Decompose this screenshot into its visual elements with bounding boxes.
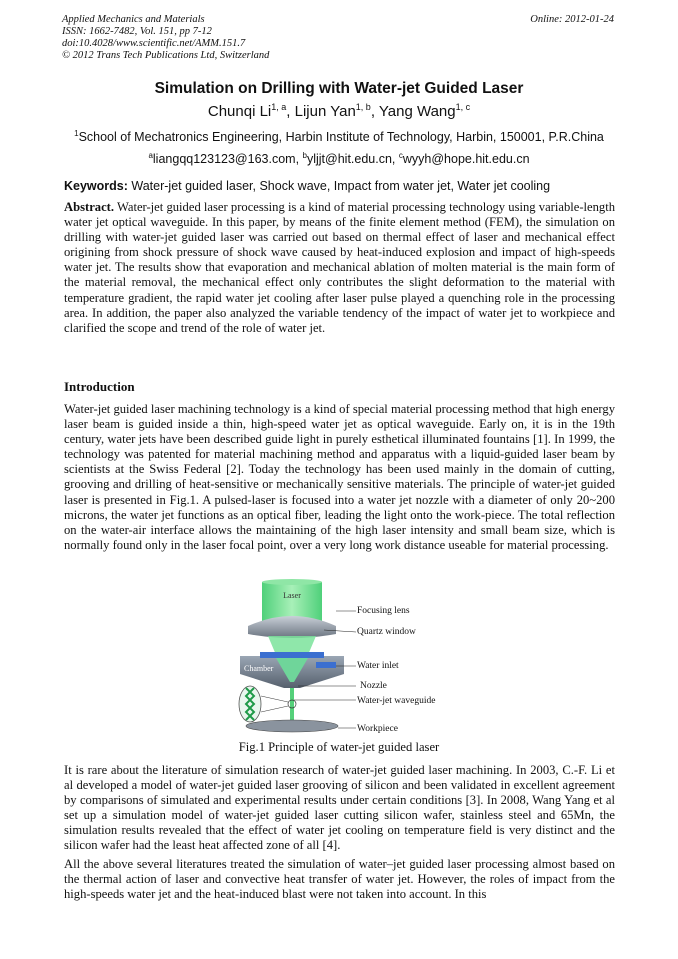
email-link[interactable]: wyyh@hope.hit.edu.cn [402,152,530,167]
author-sup: 1, c [455,102,471,112]
author-name: Chunqi Li [207,103,272,120]
workpiece-label: Workpiece [357,724,398,734]
quartz-window-label: Quartz window [357,627,416,637]
email-sup: c [398,151,403,160]
intro-paragraph-3: All the above several literatures treated the simulation of water–jet guided laser processing almost based on the thermal action of laser and convective heat transfer of water jet. However, the roles of impact from the high-speeds water jet and the heat-induced blast were not taken into account. In this [64,857,615,902]
abstract [64,200,615,336]
author-sup: 1, b [355,102,371,112]
intro-paragraph-2: It is rare about the literature of simulation research of water-jet guided laser machining. In 2003, C.-F. Li et al developed a model of water-jet guided laser grooving of silicon and been validated in excellent agreement by comparisons of simulated and experimental results under certain conditions [3]. In 2008, Wang Yang et al set up a simulation model of water-jet guided laser cutting silicon wafer, stainless steel and 65Mn, the simulation results revealed that the effect of water jet cooling on temperature field is very distinct and the silicon wafer had the least heat affected zone of all [4]. [64,763,615,853]
workpiece [246,720,338,732]
water-inlet [316,662,336,668]
affiliation [0,129,678,144]
issn-line: ISSN: 1662-7482, Vol. 151, pp 7-12 [62,26,212,37]
abstract-text: Water-jet guided laser processing is a kind of material processing technology using variable-length water jet optical waveguide. In this paper, by means of the finite element method (FEM), the simulation on drilling with water-jet guided laser was carried out based on thermal effect of laser and mechanical effect origining from shock pressure of shock wave caused by heat-induced explosion and impact of high-speeds water jet. The results show that evaporation and mechanical ablation of molten material is the main form of the material removal, the mechanical effect only contributes the slight deformation to the material with temperature gradient, the rapid water jet cooling after laser pulse played a quenching role in the processing area. In addition, the paper also analyzed the variable tendency of the impact of water jet to workpiece and clarified the scope and trend of the role of water jet. [64,200,615,335]
email-sup: b [302,151,307,160]
focusing-lens [248,616,336,638]
author-name: Lijun Yan [294,103,356,120]
keywords-text: Water-jet guided laser, Shock wave, Impact from water jet, Water jet cooling [127,179,551,193]
author-name: Yang Wang [378,103,456,120]
email-list [0,151,678,166]
waveguide-label: Water-jet waveguide [357,696,436,706]
doi-line: doi:10.4028/www.scientific.net/AMM.151.7 [62,38,246,49]
author-sup: 1, a [271,102,287,112]
nozzle-label: Nozzle [360,681,387,691]
quartz-window [260,652,324,658]
section-heading: Introduction [64,379,135,394]
email-sup: a [148,151,153,160]
journal-name: Applied Mechanics and Materials [62,14,205,25]
water-inlet-label: Water inlet [357,661,399,671]
affiliation-sup: 1 [74,129,79,138]
laser-label: Laser [283,591,301,600]
paper-title: Simulation on Drilling with Water-jet Guided Laser [154,80,524,97]
principle-figure [220,578,460,738]
email-link[interactable]: yljjt@hit.edu.cn, [306,152,399,167]
water-jet [290,688,294,722]
intro-paragraph-1: Water-jet guided laser machining technology is a kind of special material processing method that high energy laser beam is guided inside a thin, high-speed water jet as optical waveguide. Early on, it is in the 19th century, water jets have been described guide light in purely esthetical illuminated fountains [1]. In 1999, the technology was patented for material machining method and apparatus with a liquid-guided laser beam by scientists at the Swiss Federal [2]. Today the technology has been used mainly in the domain of cutting, grooving and drilling of heat-sensitive or mechanically sensitive materials. The principle of water-jet guided laser is presented in Fig.1. A pulsed-laser is focused into a water jet nozzle with a diameter of only 20~200 microns, the water jet functions as an optical fiber, leading the light onto the work-piece. The total reflection on the water-air interface allows the maintaining of the high laser intensity and small beam size, which is normally found only in the laser focal point, over a very long work distance useable for material processing. [64,402,615,552]
author-list: Chunqi Li$^{1, a}$, Lijun Yan$^{1, b}$, Yang Wang$^{1, c}$ [207,102,471,120]
keywords [64,179,616,193]
journal-header [62,14,269,62]
affiliation-text: School of Mechatronics Engineering, Harbin Institute of Technology, Harbin, 150001, P.R.China [78,130,604,145]
focusing-lens-label: Focusing lens [357,606,410,616]
email-link[interactable]: liangqq123123@163.com, [152,152,303,167]
copyright-line: © 2012 Trans Tech Publications Ltd, Switzerland [62,50,270,61]
chamber-label: Chamber [244,664,274,673]
online-date: Online: 2012-01-24 [530,14,614,25]
figure-caption: Fig.1 Principle of water-jet guided laser [238,740,440,754]
keywords-label: Keywords: [64,179,128,193]
abstract-label: Abstract. [64,200,115,214]
